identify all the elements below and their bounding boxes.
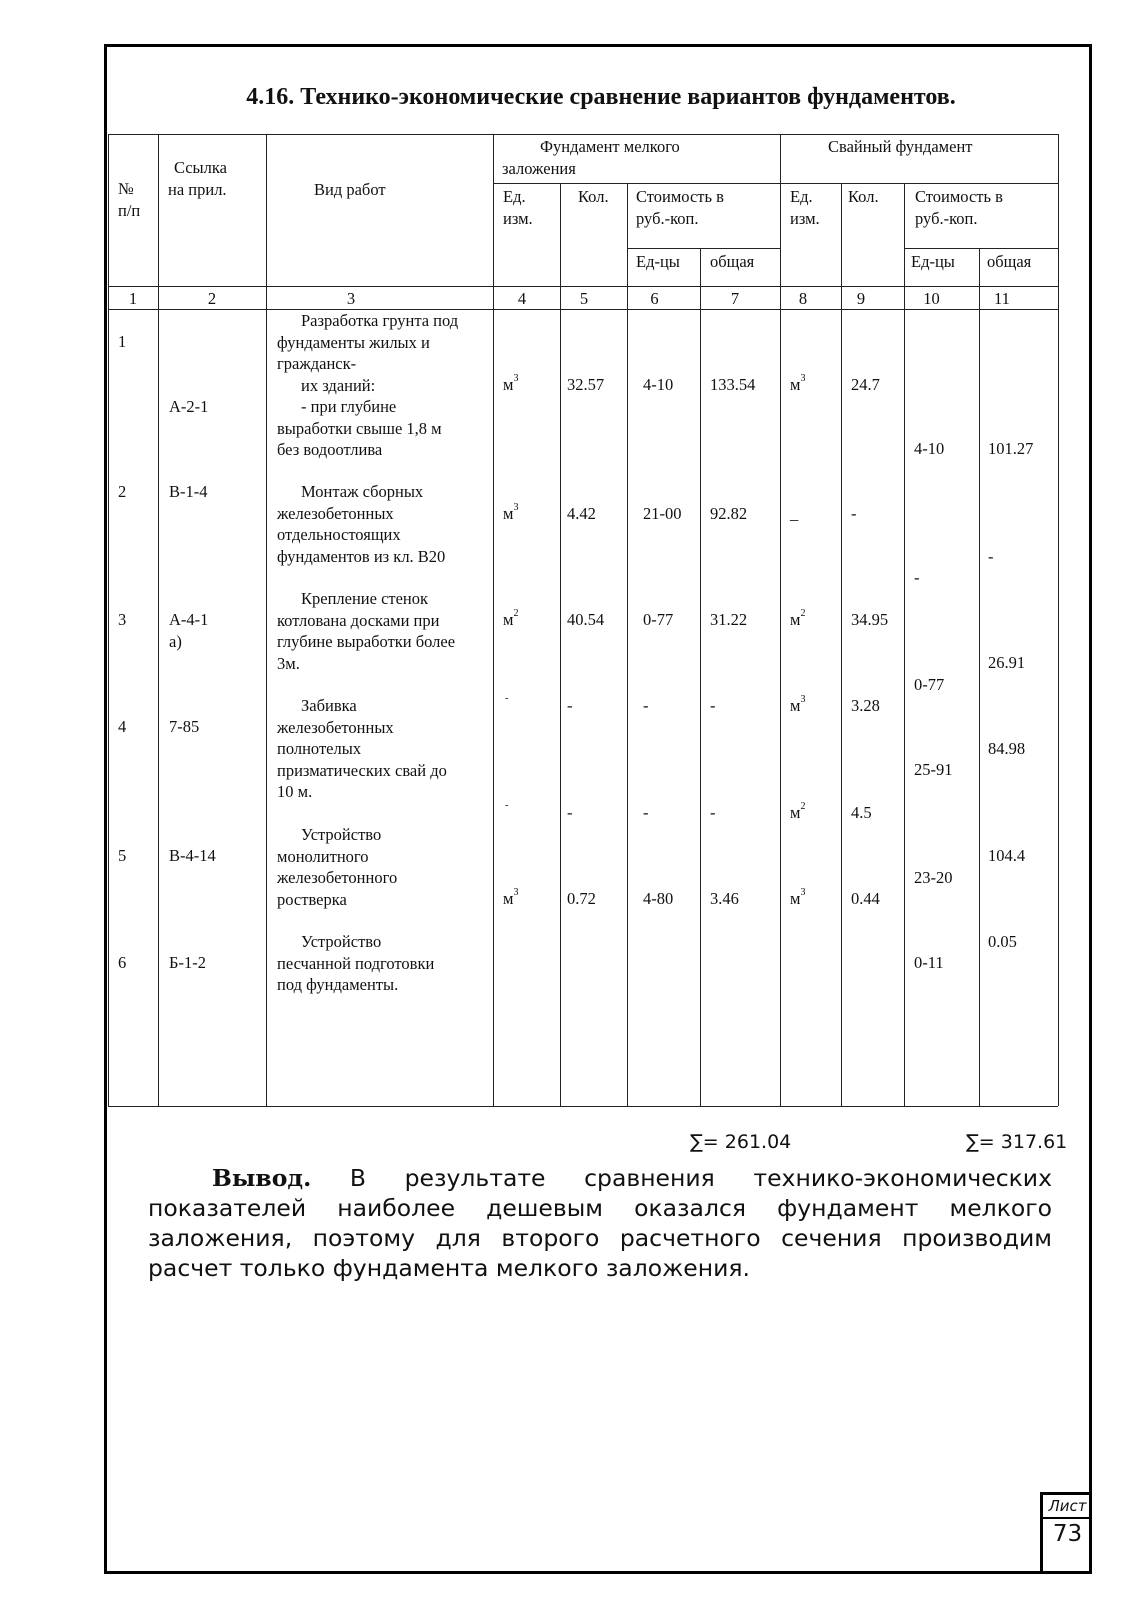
row-shallow-qty: - xyxy=(567,803,573,822)
row-pile-unit-cost: 23-20 xyxy=(914,868,953,887)
row-num: 5 xyxy=(118,846,127,865)
page-frame xyxy=(104,44,1092,1574)
row-work: Устройство песчанной подготовки под фундаменты. xyxy=(277,932,435,994)
header-pile-cost: Стоимость в руб.-коп. xyxy=(915,187,1003,228)
conclusion-lead: Вывод. xyxy=(212,1164,312,1192)
conclusion-paragraph xyxy=(148,1163,1052,1283)
row-num: 3 xyxy=(118,610,127,629)
row-shallow-unit-cost: - xyxy=(643,696,649,715)
row-shallow-unit-cost: 21-00 xyxy=(643,504,682,523)
header-work: Вид работ xyxy=(314,180,386,199)
section-title: 4.16. Технико-экономические сравнение вариантов фундаментов. xyxy=(246,84,956,110)
conclusion-text: В результате сравнения технико-экономических показателей наиболее дешевым оказался фундамент мелкого заложения, поэтому для второго расчетного сечения производим расчет только фундамента мелкого заложения. xyxy=(148,1164,1052,1282)
col-number: 11 xyxy=(994,289,1010,308)
col-number: 5 xyxy=(579,289,589,308)
row-shallow-unit-cost: - xyxy=(643,803,649,822)
header-shallow-qty: Кол. xyxy=(578,187,609,206)
row-shallow-total: 3.46 xyxy=(710,889,739,908)
row-shallow-unit: $м^3$ xyxy=(503,886,519,908)
row-shallow-unit-cost: 4-80 xyxy=(643,889,674,908)
row-work: Разработка грунта под фундаменты жилых и гражданск- их зданий: - при глубине выработки свыше 1,8 м без водоотлива xyxy=(277,311,459,459)
col-number: 6 xyxy=(650,289,659,308)
row-pile-unit-cost: 0-77 xyxy=(914,675,945,694)
row-num: 1 xyxy=(118,332,127,351)
col-number: 2 xyxy=(207,289,217,308)
row-pile-unit-cost: 25-91 xyxy=(914,760,953,779)
row-pile-qty: 24.7 xyxy=(851,375,880,394)
row-pile-qty: - xyxy=(851,504,857,523)
row-work: Крепление стенок котлована досками при глубине выработки более 3м. xyxy=(277,589,456,673)
row-work: Монтаж сборных железобетонных отдельностоящих фундаментов из кл. В20 xyxy=(277,482,446,566)
row-pile-unit: _ xyxy=(790,504,799,523)
header-num: № п/п xyxy=(118,179,141,220)
row-shallow-unit: $м^3$ xyxy=(503,501,519,523)
header-ref: Ссылка на прил. xyxy=(168,158,227,199)
sheet-stamp xyxy=(1040,1492,1092,1574)
row-shallow-qty: - xyxy=(567,696,573,715)
row-shallow-qty: 4.42 xyxy=(567,504,596,523)
row-shallow-unit: - xyxy=(505,693,509,704)
header-shallow-unit: Ед. изм. xyxy=(503,187,533,228)
row-pile-total: - xyxy=(988,547,994,566)
row-num: 6 xyxy=(118,953,127,972)
row-shallow-unit: $м^3$ xyxy=(503,372,519,394)
header-shallow-cost: Стоимость в руб.-коп. xyxy=(636,187,724,228)
row-pile-unit: $м^3$ xyxy=(790,372,806,394)
row-shallow-unit: $м^2$ xyxy=(503,607,519,629)
header-shallow: Фундамент мелкого заложения xyxy=(502,137,680,178)
col-number: 10 xyxy=(923,289,940,308)
sum-pile: ∑= 317.61 xyxy=(966,1131,1068,1153)
row-work: Устройство монолитного железобетонного ростверка xyxy=(277,825,398,909)
col-number: 1 xyxy=(128,289,138,308)
col-number: 8 xyxy=(798,289,808,308)
col-number: 4 xyxy=(517,289,527,308)
row-pile-total: 104.4 xyxy=(988,846,1026,865)
row-shallow-total: 133.54 xyxy=(710,375,756,394)
row-shallow-unit-cost: 4-10 xyxy=(643,375,674,394)
row-pile-qty: 34.95 xyxy=(851,610,889,629)
row-ref: А-2-1 xyxy=(169,397,209,416)
header-shallow-total: общая xyxy=(710,252,755,271)
row-pile-total: 0.05 xyxy=(988,932,1017,951)
row-pile-qty: 3.28 xyxy=(851,696,880,715)
row-num: 4 xyxy=(118,717,127,736)
row-shallow-total: - xyxy=(710,803,716,822)
row-shallow-qty: 0.72 xyxy=(567,889,596,908)
row-pile-unit-cost: 0-11 xyxy=(914,953,944,972)
row-pile-qty: 0.44 xyxy=(851,889,880,908)
header-pile-unit-cost: Ед-цы xyxy=(911,252,955,271)
row-pile-unit: $м^3$ xyxy=(790,886,806,908)
row-pile-qty: 4.5 xyxy=(851,803,872,822)
row-pile-unit-cost: 4-10 xyxy=(914,439,945,458)
row-work: Забивка железобетонных полнотелых призматических свай до 10 м. xyxy=(277,696,447,801)
row-pile-unit: $м^3$ xyxy=(790,693,806,715)
row-ref: В-4-14 xyxy=(169,846,216,865)
row-ref: А-4-1 а) xyxy=(169,610,209,651)
row-pile-unit: $м^2$ xyxy=(790,800,806,822)
page-number: 73 xyxy=(1052,1521,1083,1547)
col-number: 9 xyxy=(856,289,866,308)
row-ref: Б-1-2 xyxy=(169,953,206,972)
header-pile-qty: Кол. xyxy=(848,187,879,206)
sum-shallow: ∑= 261.04 xyxy=(690,1131,792,1153)
row-shallow-total: 92.82 xyxy=(710,504,748,523)
row-pile-unit-cost: - xyxy=(914,568,920,587)
row-shallow-unit-cost: 0-77 xyxy=(643,610,674,629)
header-pile-total: общая xyxy=(987,252,1032,271)
row-pile-total: 84.98 xyxy=(988,739,1026,758)
row-shallow-total: - xyxy=(710,696,716,715)
row-ref: В-1-4 xyxy=(169,482,208,501)
row-pile-total: 101.27 xyxy=(988,439,1034,458)
col-number: 3 xyxy=(346,289,356,308)
col-number: 7 xyxy=(730,289,740,308)
row-shallow-unit: - xyxy=(505,800,509,811)
header-pile: Свайный фундамент xyxy=(828,137,973,156)
header-pile-unit: Ед. изм. xyxy=(790,187,820,228)
header-shallow-unit-cost: Ед-цы xyxy=(636,252,680,271)
row-num: 2 xyxy=(118,482,127,501)
row-pile-total: 26.91 xyxy=(988,653,1026,672)
row-ref: 7-85 xyxy=(169,717,200,736)
row-shallow-qty: 40.54 xyxy=(567,610,605,629)
row-shallow-qty: 32.57 xyxy=(567,375,605,394)
sheet-label: Лист xyxy=(1043,1495,1092,1519)
row-shallow-total: 31.22 xyxy=(710,610,748,629)
row-pile-unit: $м^2$ xyxy=(790,607,806,629)
